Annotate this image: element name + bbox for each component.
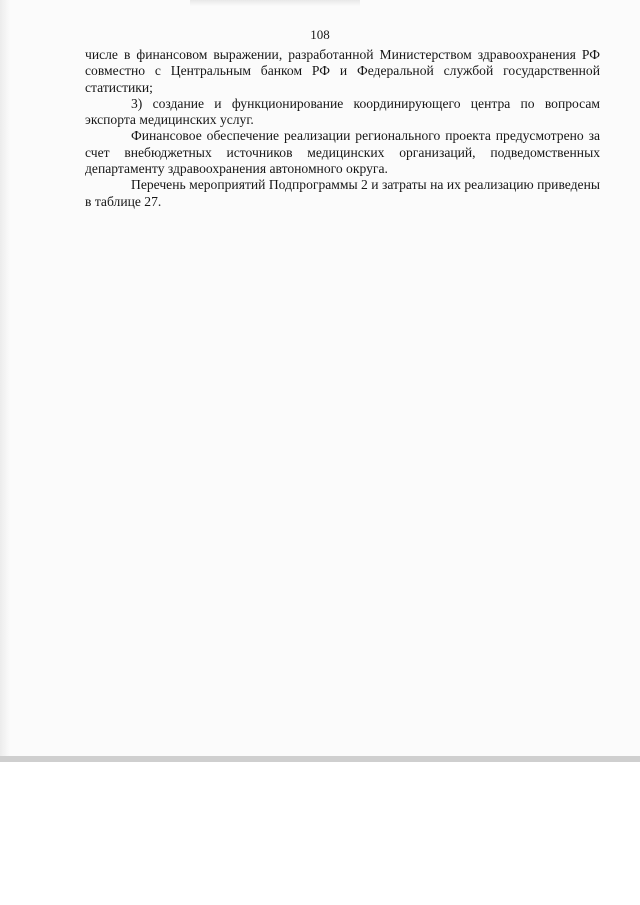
blank-margin: [0, 768, 640, 905]
paragraph-financing: Финансовое обеспечение реализации регионального проекта предусмотрено за счет внебюджетных источников медицинских организаций, подведомственных департаменту здравоохранения автономного округа.: [85, 128, 600, 177]
scan-artifact: [190, 0, 360, 6]
paragraph-measures-list: Перечень мероприятий Подпрограммы 2 и затраты на их реализацию приведены в таблице 27.: [85, 177, 600, 209]
document-body: [85, 47, 600, 210]
page-number: 108: [310, 27, 330, 42]
paragraph-list-item-3: 3) создание и функционирование координирующего центра по вопросам экспорта медицинских услуг.: [85, 95, 600, 128]
paragraph-continuation: числе в финансовом выражении, разработанной Министерством здравоохранения РФ совместно с Центральным банком РФ и Федеральной службой государственной статистики;: [85, 47, 600, 95]
